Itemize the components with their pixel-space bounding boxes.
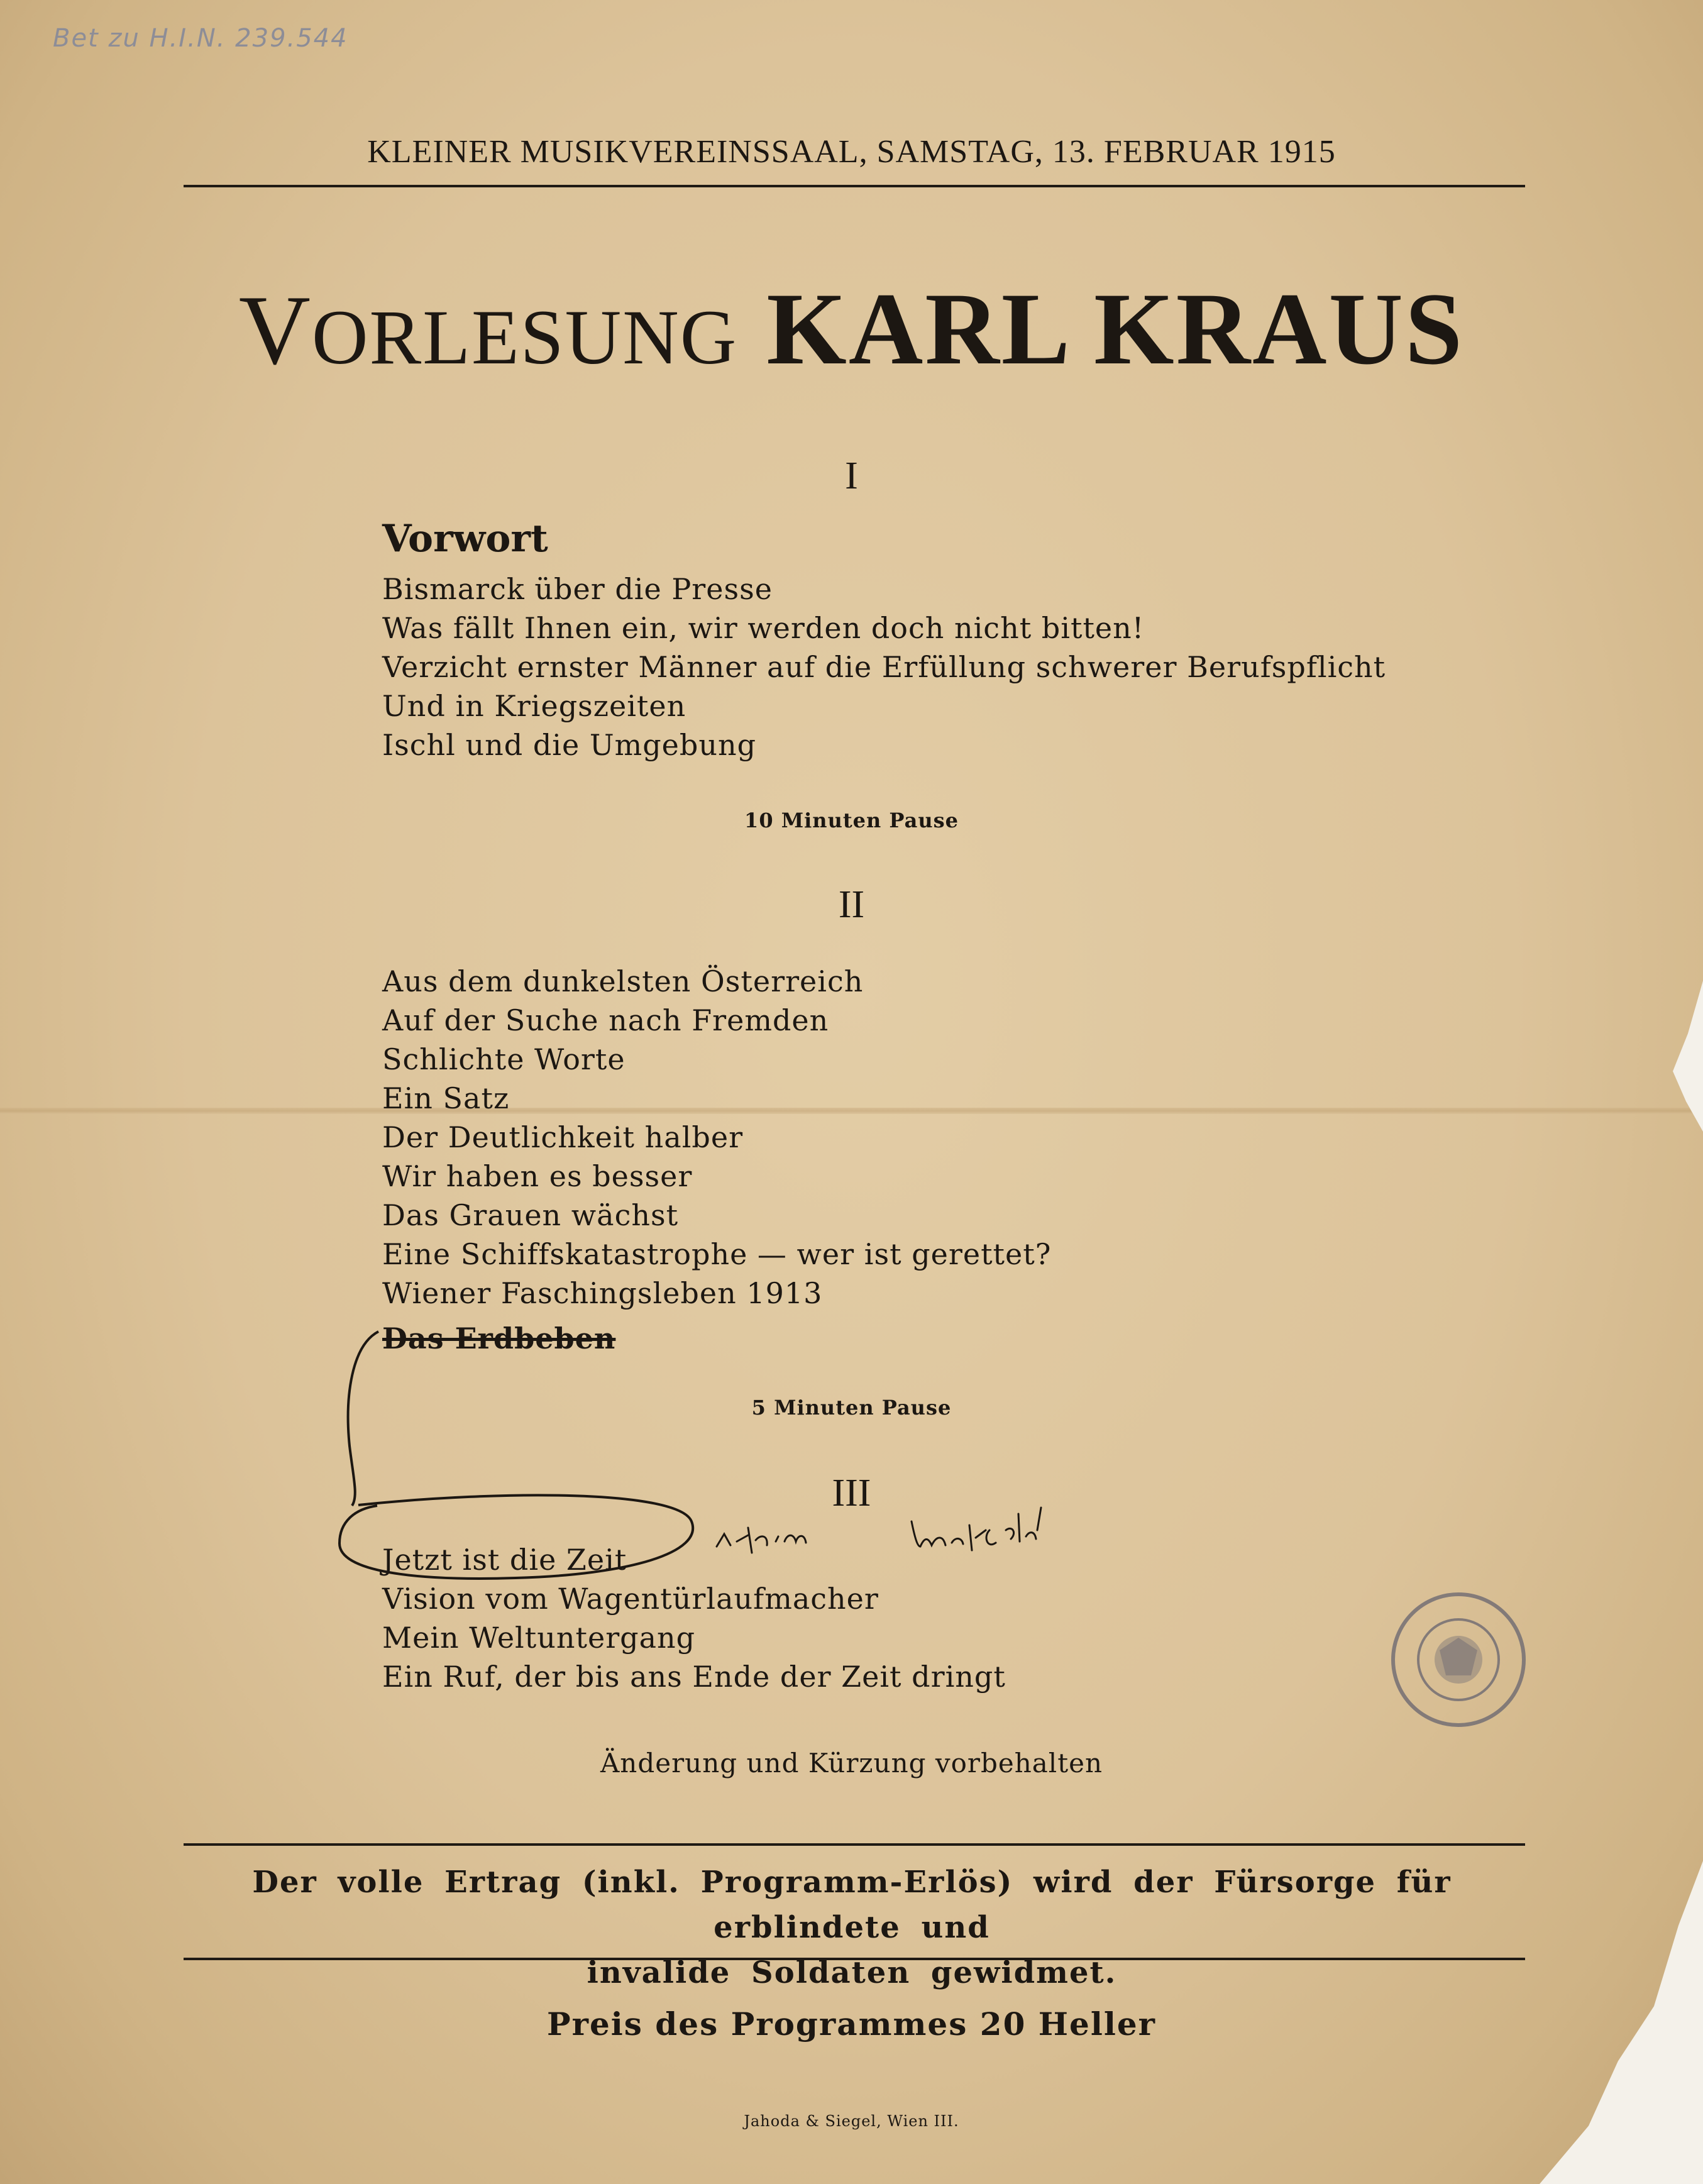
title-name: KARL KRAUS <box>766 272 1465 386</box>
list-item: Aus dem dunkelsten Österreich <box>382 964 864 998</box>
list-item: Eine Schiffskatastrophe — wer ist gerettet? <box>382 1237 1052 1271</box>
proceeds-line-1: Der volle Ertrag (inkl. Programm-Erlös) wird der Fürsorge für erblindete und <box>252 1865 1452 1945</box>
handwritten-bracket-icon <box>348 1332 378 1506</box>
archive-mark: Bet zu H.I.N. 239.544 <box>53 24 348 53</box>
title-initial: V <box>238 275 312 385</box>
program-price: Preis des Programmes 20 Heller <box>547 2005 1156 2043</box>
list-item: Schlichte Worte <box>382 1042 626 1076</box>
part-2-numeral: II <box>838 883 865 926</box>
proceeds-line-2: invalide Soldaten gewidmet. <box>587 1955 1117 1990</box>
handwritten-note-icon <box>717 1508 1041 1553</box>
list-item: Und in Kriegszeiten <box>382 689 686 723</box>
list-item: Der Deutlichkeit halber <box>382 1120 744 1154</box>
title-rest: ORLESUNG <box>311 294 738 380</box>
list-item: Vision vom Wagentürlaufmacher <box>382 1582 879 1616</box>
part-3-numeral: III <box>832 1472 871 1514</box>
part-1-heading: Vorwort <box>382 517 548 561</box>
library-stamp-icon <box>1393 1594 1524 1725</box>
venue-header: KLEINER MUSIKVEREINSSAAL, SAMSTAG, 13. FEBRUAR 1915 <box>367 134 1336 170</box>
list-item: Mein Weltuntergang <box>382 1621 696 1655</box>
list-item: Wiener Faschingsleben 1913 <box>382 1276 823 1310</box>
printer-imprint: Jahoda & Siegel, Wien III. <box>744 2112 959 2130</box>
list-item: Auf der Suche nach Fremden <box>382 1003 829 1037</box>
list-item: Bismarck über die Presse <box>382 572 773 606</box>
handwritten-loop-icon <box>339 1495 693 1579</box>
list-item: Was fällt Ihnen ein, wir werden doch nicht bitten! <box>382 611 1145 645</box>
pause-2: 5 Minuten Pause <box>751 1396 952 1420</box>
pause-1: 10 Minuten Pause <box>744 808 959 832</box>
list-item: Verzicht ernster Männer auf die Erfüllung schwerer Berufspflicht <box>382 650 1386 684</box>
list-item: Jetzt ist die Zeit <box>382 1543 627 1577</box>
list-item: Ein Ruf, der bis ans Ende der Zeit dringt <box>382 1660 1006 1694</box>
part-1-numeral: I <box>845 455 858 497</box>
list-item: Wir haben es besser <box>382 1159 693 1193</box>
list-item: Ein Satz <box>382 1081 510 1115</box>
list-item: Das Grauen wächst <box>382 1198 679 1232</box>
list-item: Ischl und die Umgebung <box>382 728 757 762</box>
change-note: Änderung und Kürzung vorbehalten <box>600 1748 1103 1779</box>
struck-list-item: Das Erdbeben <box>382 1321 616 1355</box>
